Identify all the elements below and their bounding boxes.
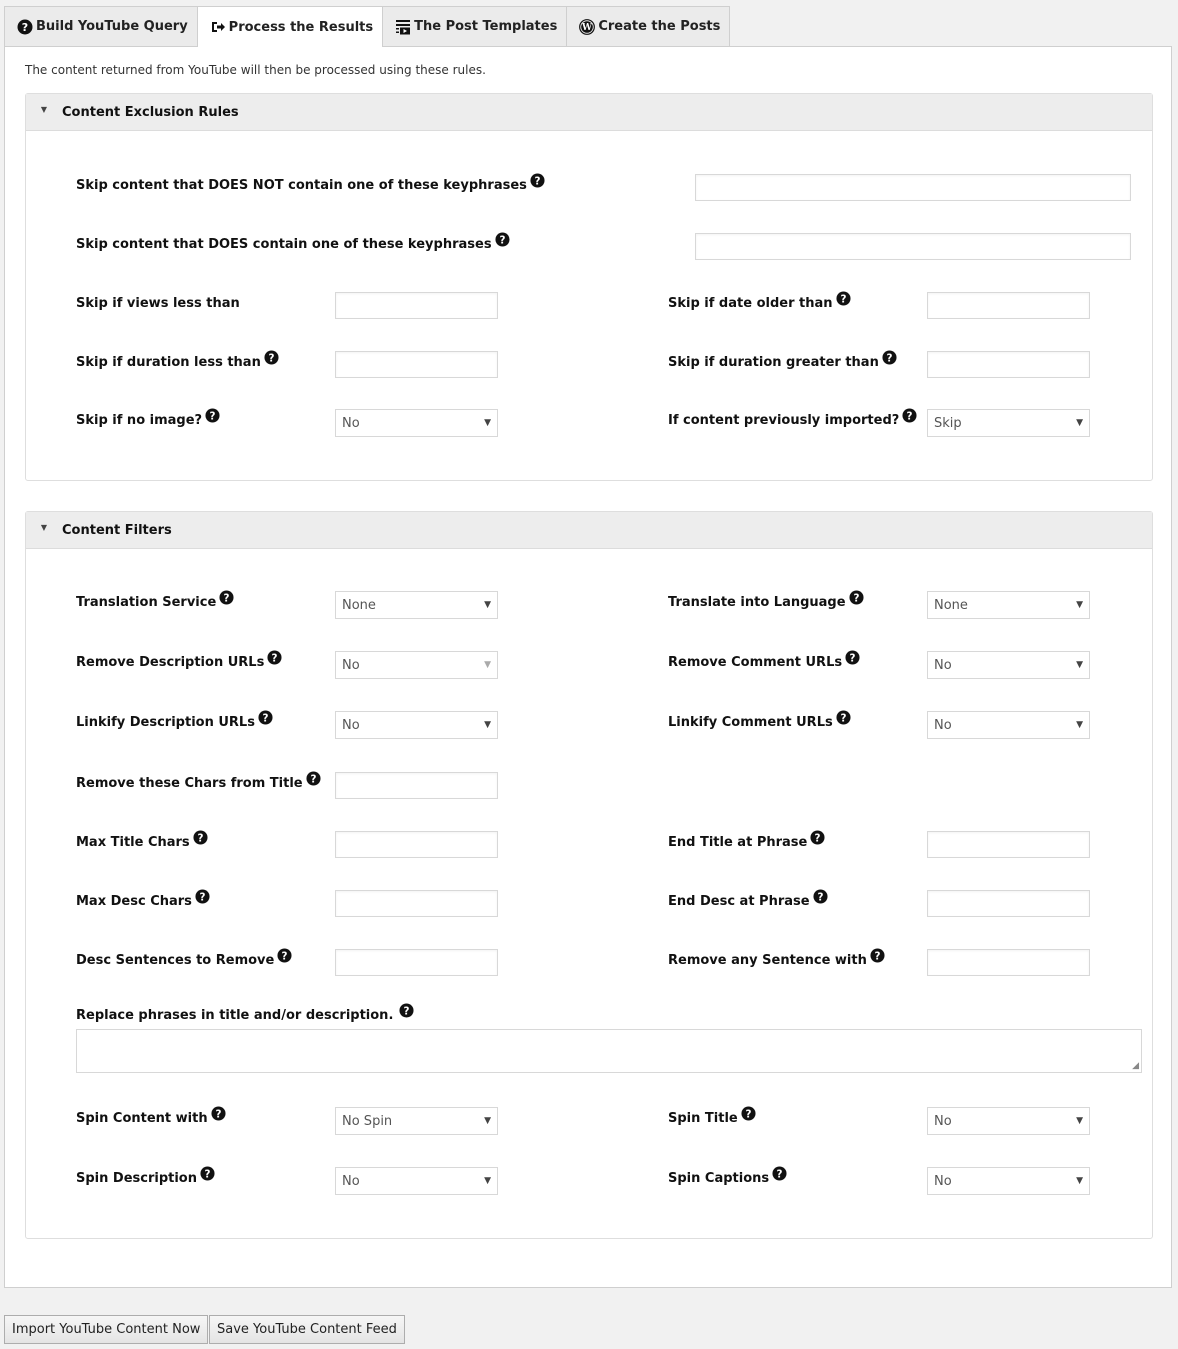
help-icon[interactable]: [267, 650, 282, 665]
dropdown-arrow-icon: ▼: [484, 720, 491, 730]
help-icon[interactable]: [195, 889, 210, 904]
skip-contain-input[interactable]: [695, 233, 1131, 260]
collapse-triangle-icon[interactable]: ▼: [40, 522, 48, 532]
list-video-icon: [395, 19, 411, 35]
remove-comment-urls-select[interactable]: [927, 651, 1090, 679]
select-value: No: [934, 657, 952, 673]
svg-text:?: ?: [853, 592, 860, 605]
previously-imported-select[interactable]: [927, 409, 1090, 437]
remove-desc-urls-select[interactable]: [335, 651, 498, 679]
views-less-label: Skip if views less than: [76, 296, 240, 311]
intro-text: The content returned from YouTube will then be processed using these rules.: [25, 63, 486, 77]
remove-comment-urls-label: Remove Comment URLs ?: [668, 655, 860, 670]
help-icon[interactable]: [495, 232, 510, 247]
save-youtube-content-feed-button[interactable]: Save YouTube Content Feed: [209, 1315, 405, 1344]
max-desc-chars-label: Max Desc Chars ?: [76, 894, 210, 909]
help-icon[interactable]: [205, 408, 220, 423]
help-icon[interactable]: [211, 1106, 226, 1121]
tab-process-the-results[interactable]: [197, 6, 383, 47]
tab-label: Create the Posts: [598, 19, 721, 34]
spin-content-select[interactable]: [335, 1107, 498, 1135]
question-circle-icon: [17, 19, 33, 35]
duration-less-input[interactable]: [335, 351, 498, 378]
select-value: No: [934, 717, 952, 733]
svg-text:?: ?: [215, 1108, 222, 1121]
content-exclusion-rules-box: [25, 93, 1153, 481]
translation-service-select[interactable]: [335, 591, 498, 619]
skip-not-contain-input[interactable]: [695, 174, 1131, 201]
content-exclusion-rules-header[interactable]: [26, 94, 1152, 131]
desc-sentences-remove-label: Desc Sentences to Remove ?: [76, 953, 292, 968]
tab-bar: [4, 6, 729, 47]
svg-text:?: ?: [840, 712, 847, 725]
svg-text:?: ?: [814, 832, 821, 845]
end-title-phrase-label: End Title at Phrase ?: [668, 835, 825, 850]
dropdown-arrow-icon: ▼: [484, 418, 491, 428]
help-icon[interactable]: [810, 830, 825, 845]
replace-phrases-label: Replace phrases in title and/or description. ?: [76, 1008, 414, 1023]
help-icon[interactable]: [902, 408, 917, 423]
dropdown-arrow-icon: ▼: [1076, 660, 1083, 670]
help-icon[interactable]: [836, 710, 851, 725]
help-icon[interactable]: [264, 350, 279, 365]
help-icon[interactable]: [193, 830, 208, 845]
svg-text:?: ?: [534, 175, 541, 188]
svg-text:?: ?: [310, 773, 317, 786]
help-icon[interactable]: [882, 350, 897, 365]
spin-content-label: Spin Content with ?: [76, 1111, 226, 1126]
dropdown-arrow-icon: ▼: [1076, 720, 1083, 730]
max-desc-chars-input[interactable]: [335, 890, 498, 917]
help-icon[interactable]: [845, 650, 860, 665]
remove-desc-urls-label: Remove Description URLs ?: [76, 655, 282, 670]
help-icon[interactable]: [200, 1166, 215, 1181]
dropdown-arrow-icon: ▼: [1076, 418, 1083, 428]
section-title: Content Filters: [62, 522, 172, 538]
help-icon[interactable]: [399, 1003, 414, 1018]
tab-label: Process the Results: [228, 19, 374, 35]
translation-service-label: Translation Service ?: [76, 595, 234, 610]
remove-sentence-with-label: Remove any Sentence with ?: [668, 953, 885, 968]
svg-text:?: ?: [281, 950, 288, 963]
svg-text:?: ?: [204, 1168, 211, 1181]
help-icon[interactable]: [741, 1106, 756, 1121]
svg-text:?: ?: [874, 950, 881, 963]
end-desc-phrase-input[interactable]: [927, 890, 1090, 917]
svg-text:?: ?: [197, 832, 204, 845]
remove-chars-title-input[interactable]: [335, 772, 498, 799]
help-icon[interactable]: [836, 291, 851, 306]
no-image-label: Skip if no image? ?: [76, 413, 220, 428]
replace-phrases-textarea[interactable]: [76, 1029, 1142, 1073]
svg-text:?: ?: [499, 234, 506, 247]
help-icon[interactable]: [258, 710, 273, 725]
select-value: No: [342, 717, 360, 733]
select-value: None: [342, 597, 376, 613]
duration-less-label: Skip if duration less than ?: [76, 355, 279, 370]
svg-text:W: W: [582, 22, 593, 33]
end-desc-phrase-label: End Desc at Phrase ?: [668, 894, 828, 909]
translate-language-select[interactable]: [927, 591, 1090, 619]
spin-description-label: Spin Description ?: [76, 1171, 215, 1186]
svg-text:?: ?: [906, 410, 913, 423]
help-icon[interactable]: [219, 590, 234, 605]
no-image-select[interactable]: [335, 409, 498, 437]
dropdown-arrow-icon: ▼: [484, 600, 491, 610]
svg-text:?: ?: [817, 891, 824, 904]
svg-text:?: ?: [21, 20, 29, 34]
svg-text:?: ?: [745, 1108, 752, 1121]
select-value: No Spin: [342, 1113, 393, 1129]
previously-imported-label: If content previously imported? ?: [668, 413, 917, 428]
linkify-desc-urls-label: Linkify Description URLs ?: [76, 715, 273, 730]
sign-out-arrow-icon: [210, 19, 226, 35]
content-filters-header[interactable]: [26, 512, 1152, 549]
help-icon[interactable]: [277, 948, 292, 963]
linkify-desc-urls-select[interactable]: [335, 711, 498, 739]
svg-text:?: ?: [199, 891, 206, 904]
date-older-input[interactable]: [927, 292, 1090, 319]
dropdown-arrow-icon: ▼: [1076, 1116, 1083, 1126]
help-icon[interactable]: [849, 590, 864, 605]
select-value: No: [934, 1173, 952, 1189]
svg-text:?: ?: [776, 1168, 783, 1181]
help-icon[interactable]: [306, 771, 321, 786]
duration-greater-input[interactable]: [927, 351, 1090, 378]
svg-text:?: ?: [849, 652, 856, 665]
process-results-panel: [4, 46, 1172, 1288]
select-value: No: [342, 1173, 360, 1189]
end-title-phrase-input[interactable]: [927, 831, 1090, 858]
dropdown-arrow-icon: ▼: [1076, 600, 1083, 610]
svg-text:?: ?: [403, 1005, 410, 1018]
linkify-comment-urls-select[interactable]: [927, 711, 1090, 739]
tab-build-youtube-query[interactable]: [4, 6, 198, 46]
date-older-label: Skip if date older than ?: [668, 296, 851, 311]
linkify-comment-urls-label: Linkify Comment URLs ?: [668, 715, 851, 730]
max-title-chars-label: Max Title Chars ?: [76, 835, 208, 850]
svg-text:?: ?: [223, 592, 230, 605]
tab-label: The Post Templates: [414, 19, 558, 34]
duration-greater-label: Skip if duration greater than ?: [668, 355, 897, 370]
tab-the-post-templates[interactable]: [382, 6, 567, 46]
spin-captions-label: Spin Captions ?: [668, 1171, 787, 1186]
remove-chars-title-label: Remove these Chars from Title ?: [76, 776, 321, 791]
spin-captions-select[interactable]: [927, 1167, 1090, 1195]
select-value: None: [934, 597, 968, 613]
import-youtube-content-button[interactable]: Import YouTube Content Now: [4, 1315, 208, 1344]
select-value: No: [934, 1113, 952, 1129]
select-value: No: [342, 415, 360, 431]
svg-text:?: ?: [886, 352, 893, 365]
remove-sentence-with-input[interactable]: [927, 949, 1090, 976]
help-icon[interactable]: [813, 889, 828, 904]
dropdown-arrow-icon: ▼: [484, 1176, 491, 1186]
dropdown-arrow-icon: ▼: [1076, 1176, 1083, 1186]
max-title-chars-input[interactable]: [335, 831, 498, 858]
svg-text:?: ?: [268, 352, 275, 365]
svg-text:?: ?: [209, 410, 216, 423]
select-value: No: [342, 657, 360, 673]
dropdown-arrow-icon: ▼: [484, 1116, 491, 1126]
content-filters-box: [25, 511, 1153, 1239]
help-icon[interactable]: [772, 1166, 787, 1181]
section-title: Content Exclusion Rules: [62, 104, 239, 120]
dropdown-arrow-icon: ▼: [484, 660, 491, 670]
svg-text:?: ?: [271, 652, 278, 665]
help-icon[interactable]: [870, 948, 885, 963]
help-icon[interactable]: [530, 173, 545, 188]
translate-language-label: Translate into Language ?: [668, 595, 864, 610]
collapse-triangle-icon[interactable]: ▼: [40, 104, 48, 114]
svg-text:?: ?: [840, 293, 847, 306]
spin-title-label: Spin Title ?: [668, 1111, 756, 1126]
spin-description-select[interactable]: [335, 1167, 498, 1195]
svg-text:?: ?: [262, 712, 269, 725]
select-value: Skip: [934, 415, 962, 431]
skip-not-contain-label: Skip content that DOES NOT contain one of these keyphrases ?: [76, 178, 545, 193]
resize-grip-icon[interactable]: ◢: [1132, 1061, 1139, 1071]
wordpress-icon: [579, 19, 595, 35]
tab-create-the-posts[interactable]: [566, 6, 730, 46]
spin-title-select[interactable]: [927, 1107, 1090, 1135]
skip-contain-label: Skip content that DOES contain one of these keyphrases ?: [76, 237, 510, 252]
tab-label: Build YouTube Query: [36, 19, 188, 34]
views-less-input[interactable]: [335, 292, 498, 319]
desc-sentences-remove-input[interactable]: [335, 949, 498, 976]
